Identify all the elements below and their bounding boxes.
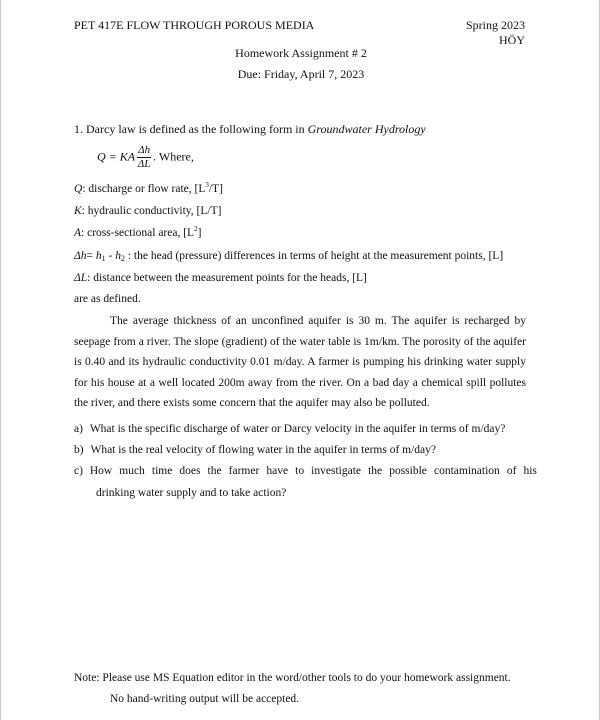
definition-k-text: : hydraulic conductivity, [L/T] xyxy=(81,205,222,217)
assignment-title-text: Homework Assignment # 2 xyxy=(235,46,367,60)
definition-q xyxy=(74,182,223,196)
definition-dh-text: : the head (pressure) differences in terms of height at the measurement points, [L] xyxy=(124,250,504,262)
problem-paragraph: The average thickness of an unconfined aquifer is 30 m. The aquifer is recharged by seepage from a river. The slope (gradient) of the water table is 1m/km. The porosity of the aquifer is 0.40 and its hydraulic conductivity 0.01 m/day. A farmer is pumping his drinking water supply for his house at a well located 200m away from the river. On a bad day a chemical spill pollutes the river, and there exists some concern that the aquifer may also be polluted. xyxy=(74,315,526,410)
symbol-delta-l: ΔL xyxy=(74,272,88,284)
definition-a-text: : cross-sectional area, [L xyxy=(81,227,195,239)
note-line-1: Note: Please use MS Equation editor in the word/other tools to do your homework assignment. xyxy=(74,672,511,684)
definition-dl-text: : distance between the measurement points for the heads, [L] xyxy=(87,272,367,284)
question-b xyxy=(74,443,436,457)
definition-a xyxy=(74,226,201,240)
course-title: PET 417E FLOW THROUGH POROUS MEDIA xyxy=(74,18,315,32)
q1-book-title: Groundwater Hydrology xyxy=(307,122,426,136)
definition-q-sup: 3 xyxy=(205,181,209,189)
question-c-text: How much time does the farmer have to investigate the possible contamination of his xyxy=(89,465,537,477)
darcy-equation xyxy=(97,145,194,170)
definition-k xyxy=(74,204,221,218)
definition-dh-eq: = xyxy=(86,250,96,262)
symbol-a: A xyxy=(74,227,82,239)
equation-fraction xyxy=(137,145,151,170)
definition-dh-dash: - xyxy=(105,250,116,262)
question-c xyxy=(74,464,537,478)
equation-suffix: . Where, xyxy=(153,149,194,164)
equation-lhs: Q = KA xyxy=(97,149,136,164)
instructor-initials: HÖY xyxy=(499,33,525,47)
symbol-h1: h xyxy=(95,250,102,262)
symbol-q: Q xyxy=(74,183,83,195)
q1-intro xyxy=(74,122,426,136)
question-a-label: a) xyxy=(74,423,83,435)
question-a xyxy=(74,422,505,436)
assignment-title xyxy=(1,46,600,60)
definition-a-sup: 2 xyxy=(194,225,198,233)
symbol-k: K xyxy=(74,205,82,217)
question-c-label: c) xyxy=(74,465,83,477)
definition-dl xyxy=(74,271,367,285)
definitions-closing: are as defined. xyxy=(74,293,141,305)
question-c-continued: drinking water supply and to take action? xyxy=(96,487,287,499)
question-b-text: What is the real velocity of flowing water in the aquifer in terms of m/day? xyxy=(90,444,436,456)
equation-numerator: Δh xyxy=(138,144,151,156)
equation-denominator: ΔL xyxy=(137,158,151,170)
term: Spring 2023 xyxy=(465,18,525,32)
question-b-label: b) xyxy=(74,444,84,456)
definition-dh xyxy=(74,249,503,263)
q1-intro-text: 1. Darcy law is defined as the following form in xyxy=(74,122,308,136)
definition-a-end: ] xyxy=(197,227,202,239)
due-date-text: Due: Friday, April 7, 2023 xyxy=(237,67,365,81)
note-line-2: No hand-writing output will be accepted. xyxy=(110,693,300,705)
due-date xyxy=(1,67,600,81)
symbol-h2-sub: 2 xyxy=(120,254,125,263)
question-a-text: What is the specific discharge of water or Darcy velocity in the aquifer in terms of m/day? xyxy=(89,423,506,435)
symbol-delta-h: Δh xyxy=(74,250,87,262)
symbol-h1-sub: 1 xyxy=(101,254,106,263)
symbol-h2: h xyxy=(115,250,121,262)
definition-q-end: /T] xyxy=(208,183,223,195)
definition-q-text: : discharge or flow rate, [L xyxy=(82,183,206,195)
